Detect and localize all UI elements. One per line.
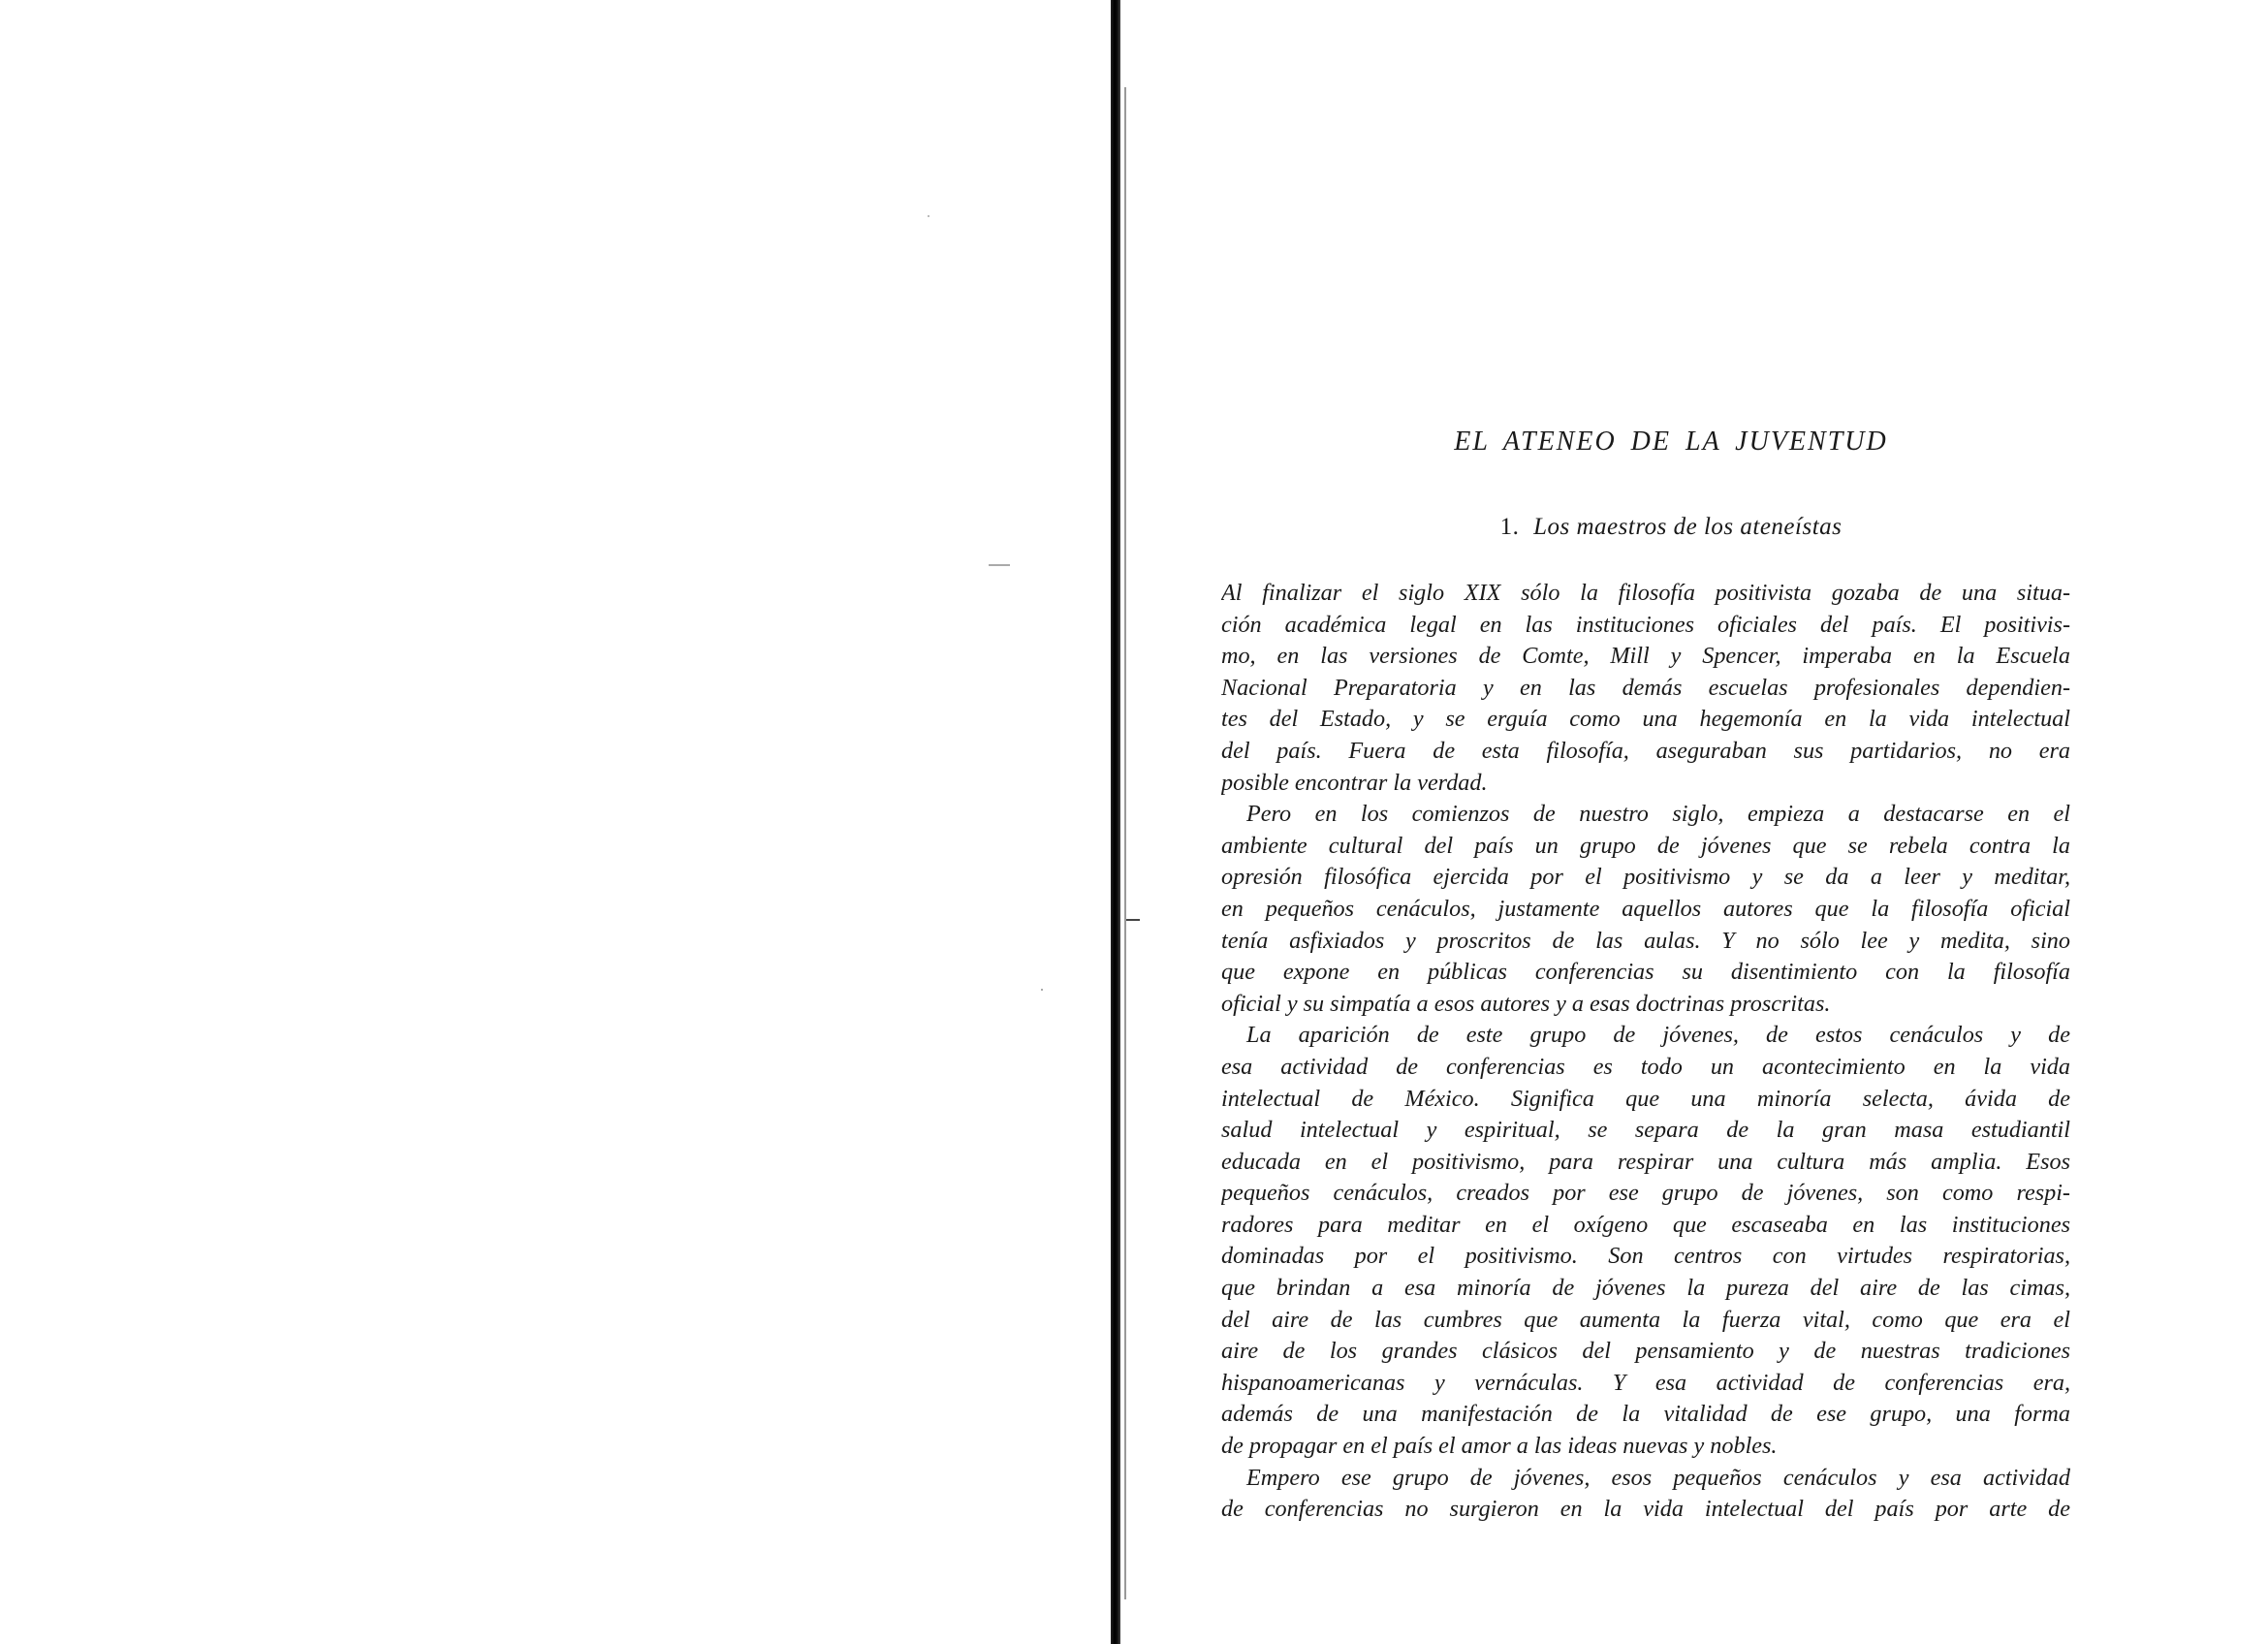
text-line: Empero ese grupo de jóvenes, esos pequeños cenáculos y esa actividad xyxy=(1246,1464,2070,1491)
left-blank-page xyxy=(0,0,1103,1644)
section-heading xyxy=(1361,514,1981,541)
text-line: radores para meditar en el oxígeno que escaseaba en las instituciones xyxy=(1221,1211,2070,1238)
text-line: del país. Fuera de esta filosofía, aseguraban sus partidarios, no era xyxy=(1221,737,2070,764)
text-line: ción académica legal en las instituciones oficiales del país. El positivis- xyxy=(1221,611,2070,638)
text-line: salud intelectual y espiritual, se separa de la gran masa estudiantil xyxy=(1221,1117,2070,1144)
text-line: tes del Estado, y se erguía como una hegemonía en la vida intelectual xyxy=(1221,706,2070,733)
spine-shadow xyxy=(1111,0,1120,1644)
book-spine-gutter xyxy=(1103,0,1138,1644)
spine-edge xyxy=(1124,87,1126,1599)
text-line: dominadas por el positivismo. Son centros con virtudes respiratorias, xyxy=(1221,1243,2070,1270)
text-line: intelectual de México. Significa que una minoría selecta, ávida de xyxy=(1221,1085,2070,1112)
section-number: 1. xyxy=(1499,514,1520,540)
text-line: aire de los grandes clásicos del pensamiento y de nuestras tradiciones xyxy=(1221,1338,2070,1365)
text-line: La aparición de este grupo de jóvenes, de estos cenáculos y de xyxy=(1246,1022,2070,1049)
scan-speck xyxy=(1041,989,1043,991)
text-line: hispanoamericanas y vernáculas. Y esa actividad de conferencias era, xyxy=(1221,1369,2070,1396)
text-line: oficial y su simpatía a esos autores y a esas doctrinas proscritas. xyxy=(1221,990,1831,1017)
text-line: de propagar en el país el amor a las ideas nuevas y nobles. xyxy=(1221,1433,1778,1460)
text-line: Pero en los comienzos de nuestro siglo, empieza a destacarse en el xyxy=(1246,801,2070,828)
text-line: ambiente cultural del país un grupo de jóvenes que se rebela contra la xyxy=(1221,832,2070,859)
text-line: además de una manifestación de la vitalidad de ese grupo, una forma xyxy=(1221,1401,2070,1428)
text-line: posible encontrar la verdad. xyxy=(1221,769,1488,796)
text-line: de conferencias no surgieron en la vida intelectual del país por arte de xyxy=(1221,1496,2070,1523)
body-text xyxy=(1221,578,2070,1526)
section-title: Los maestros de los ateneístas xyxy=(1533,514,1843,540)
text-line: esa actividad de conferencias es todo un acontecimiento en la vida xyxy=(1221,1053,2070,1080)
text-line: opresión filosófica ejercida por el positivismo y se da a leer y meditar, xyxy=(1221,864,2070,891)
scan-speck xyxy=(928,215,929,217)
text-line: en pequeños cenáculos, justamente aquellos autores que la filosofía oficial xyxy=(1221,895,2070,922)
text-line: que expone en públicas conferencias su disentimiento con la filosofía xyxy=(1221,959,2070,986)
text-line: que brindan a esa minoría de jóvenes la pureza del aire de las cimas, xyxy=(1221,1275,2070,1302)
text-line: mo, en las versiones de Comte, Mill y Spencer, imperaba en la Escuela xyxy=(1221,643,2070,670)
text-line: del aire de las cumbres que aumenta la fuerza vital, como que era el xyxy=(1221,1306,2070,1333)
text-line: Al finalizar el siglo XIX sólo la filosofía positivista gozaba de una situa- xyxy=(1221,580,2070,606)
text-line: educada en el positivismo, para respirar una cultura más amplia. Esos xyxy=(1221,1148,2070,1175)
text-line: pequeños cenáculos, creados por ese grupo de jóvenes, son como respi- xyxy=(1221,1180,2070,1207)
chapter-title: EL ATENEO DE LA JUVENTUD xyxy=(1454,427,1888,457)
text-line: Nacional Preparatoria y en las demás escuelas profesionales dependien- xyxy=(1221,674,2070,701)
right-text-page xyxy=(1138,0,2268,1644)
scan-speck xyxy=(989,564,1010,566)
text-line: tenía asfixiados y proscritos de las aulas. Y no sólo lee y medita, sino xyxy=(1221,927,2070,954)
